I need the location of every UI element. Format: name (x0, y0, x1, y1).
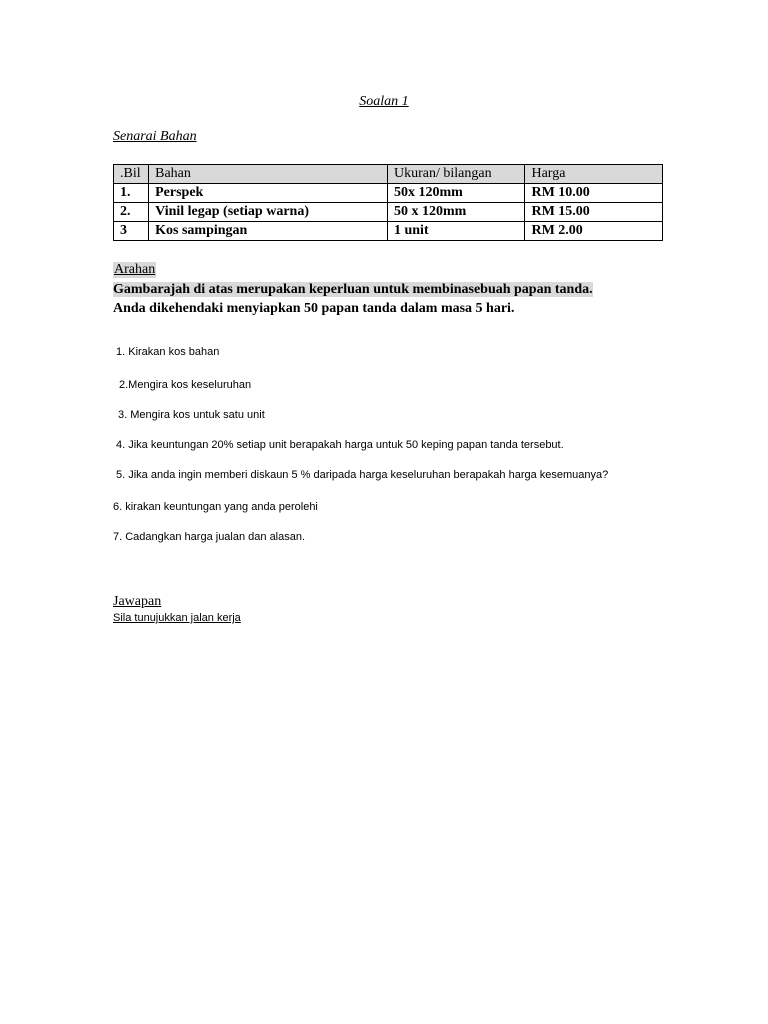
instructions-text (113, 280, 593, 318)
table-cell: 3 (114, 222, 149, 241)
table-cell: Kos sampingan (149, 222, 388, 241)
instructions-line-1: Gambarajah di atas merupakan keperluan untuk membinasebuah papan tanda. (113, 282, 593, 297)
table-cell: RM 2.00 (525, 222, 663, 241)
table-row (114, 222, 663, 241)
table-header-row (114, 165, 663, 184)
page-title: Soalan 1 (359, 94, 409, 109)
answer-heading: Jawapan (113, 594, 162, 609)
header-cell-ukuran: Ukuran/ bilangan (387, 165, 525, 184)
header-cell-bahan: Bahan (149, 165, 388, 184)
section-title-materials: Senarai Bahan (113, 129, 197, 144)
question-item: 5. Jika anda ingin memberi diskaun 5 % daripada harga keseluruhan berapakah harga kesemuanya? (116, 469, 609, 481)
table-cell: 50 x 120mm (387, 203, 525, 222)
header-cell-bil: .Bil (114, 165, 149, 184)
question-item: 6. kirakan keuntungan yang anda perolehi (113, 501, 318, 513)
instructions-heading: Arahan (114, 262, 156, 277)
table-cell: RM 15.00 (525, 203, 663, 222)
table-row (114, 203, 663, 222)
instructions-line-2: Anda dikehendaki menyiapkan 50 papan tanda dalam masa 5 hari. (113, 301, 515, 316)
question-item: 3. Mengira kos untuk satu unit (118, 409, 265, 421)
table-cell: 2. (114, 203, 149, 222)
question-item: 2.Mengira kos keseluruhan (119, 379, 252, 391)
table-row (114, 184, 663, 203)
question-item: 7. Cadangkan harga jualan dan alasan. (113, 531, 306, 543)
table-cell: Perspek (149, 184, 388, 203)
materials-table (113, 164, 663, 241)
answer-note: Sila tunujukkan jalan kerja (113, 612, 241, 624)
table-cell: 1. (114, 184, 149, 203)
table-cell: 50x 120mm (387, 184, 525, 203)
table-cell: Vinil legap (setiap warna) (149, 203, 388, 222)
header-cell-harga: Harga (525, 165, 663, 184)
table-cell: RM 10.00 (525, 184, 663, 203)
question-item: 4. Jika keuntungan 20% setiap unit berapakah harga untuk 50 keping papan tanda tersebut. (116, 439, 564, 451)
table-cell: 1 unit (387, 222, 525, 241)
question-item: 1. Kirakan kos bahan (116, 346, 220, 358)
